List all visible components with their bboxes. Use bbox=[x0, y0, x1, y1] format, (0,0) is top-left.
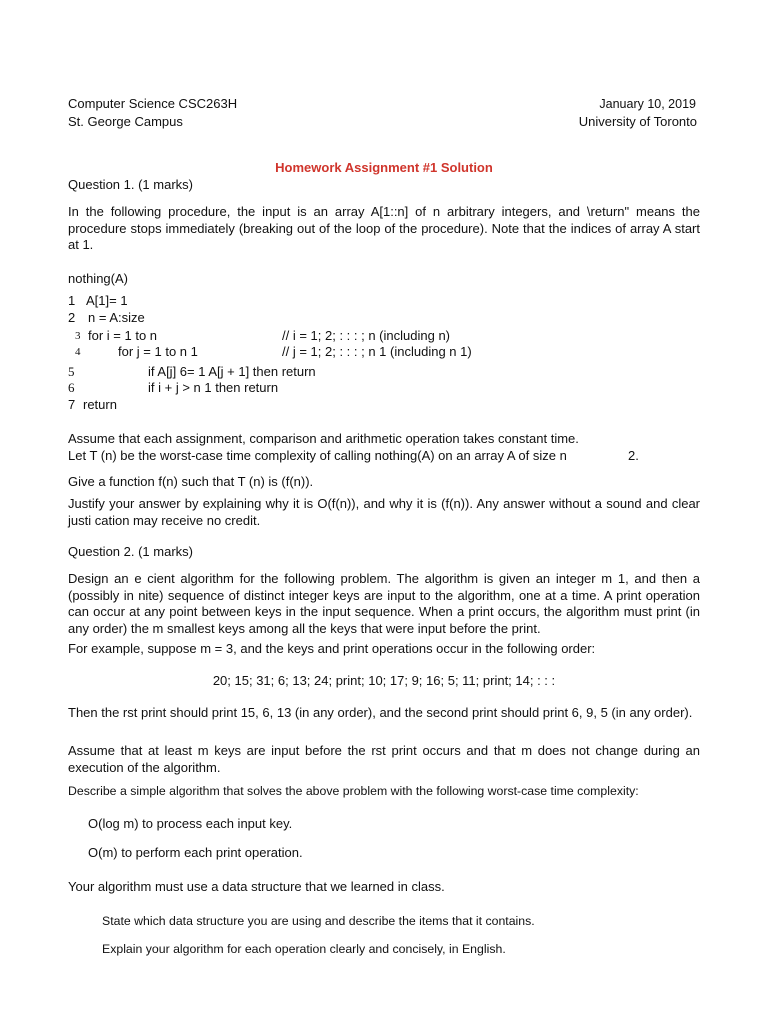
q2-sequence: 20; 15; 31; 6; 13; 24; print; 10; 17; 9; 16; 5; 11; print; 14; : : : bbox=[212, 673, 556, 688]
q2-example-result: Then the rst print should print 15, 6, 13 (in any order), and the second print should print 6, 9, 5 (in any order). bbox=[68, 705, 693, 720]
q2-requirement-key: O(log m) to process each input key. bbox=[88, 816, 293, 831]
q2-task-algorithm: Explain your algorithm for each operation clearly and concisely, in English. bbox=[102, 942, 506, 956]
q2-describe: Describe a simple algorithm that solves the above problem with the following worst-case time complexity: bbox=[68, 784, 639, 798]
q1-justification: Justify your answer by explaining why it is O(f(n)), and why it is (f(n)). Any answer without a sound and clear justi cation may receive no credit. bbox=[68, 496, 700, 528]
q2-task-structure: State which data structure you are using and describe the items that it contains. bbox=[102, 914, 535, 928]
line-number: 4 bbox=[75, 346, 81, 358]
university-name: University of Toronto bbox=[578, 114, 697, 129]
code-line: A[1]= 1 bbox=[86, 293, 128, 308]
code-line: if A[j] 6= 1 A[j + 1] then return bbox=[148, 364, 316, 379]
line-number: 2 bbox=[68, 310, 76, 325]
code-line: for i = 1 to n bbox=[88, 328, 158, 343]
code-comment: // j = 1; 2; : : : ; n 1 (including n 1) bbox=[282, 344, 472, 359]
line-number: 1 bbox=[68, 293, 76, 308]
q1-task: Give a function f(n) such that T (n) is (f(n)). bbox=[68, 474, 314, 489]
q1-definition: Let T (n) be the worst-case time complexity of calling nothing(A) on an array A of size n bbox=[68, 448, 567, 463]
code-line: n = A:size bbox=[88, 310, 145, 325]
campus-name: St. George Campus bbox=[68, 114, 183, 129]
code-line: for j = 1 to n 1 bbox=[118, 344, 198, 359]
q1-definition-end: 2. bbox=[628, 448, 639, 463]
page-title: Homework Assignment #1 Solution bbox=[275, 160, 493, 175]
q2-heading: Question 2. (1 marks) bbox=[68, 544, 193, 559]
q2-requirement-print: O(m) to perform each print operation. bbox=[88, 845, 303, 860]
q2-example-intro: For example, suppose m = 3, and the keys and print operations occur in the following order: bbox=[68, 641, 596, 656]
q2-description: Design an e cient algorithm for the following problem. The algorithm is given an integer m 1, and then a (possibly in nite) sequence of distinct integer keys are input to the algorithm, one at a time. A print operation can occur at any point between keys in the input sequence. When a print occurs, the algorithm must print (in any order) the m smallest keys among all the keys that were input before the print. bbox=[68, 571, 700, 636]
q2-assumption: Assume that at least m keys are input before the rst print occurs and that m does not change during an execution of the algorithm. bbox=[68, 743, 700, 775]
procedure-name: nothing(A) bbox=[68, 271, 128, 286]
line-number: 6 bbox=[68, 380, 75, 395]
q1-assumption: Assume that each assignment, comparison and arithmetic operation takes constant time. bbox=[68, 431, 579, 446]
code-line: if i + j > n 1 then return bbox=[148, 380, 279, 395]
date: January 10, 2019 bbox=[599, 97, 696, 111]
q2-constraint: Your algorithm must use a data structure that we learned in class. bbox=[68, 879, 445, 894]
line-number: 7 bbox=[68, 397, 76, 412]
code-line: return bbox=[83, 397, 117, 412]
q1-heading: Question 1. (1 marks) bbox=[68, 177, 193, 192]
course-name: Computer Science CSC263H bbox=[68, 96, 238, 111]
q1-intro: In the following procedure, the input is an array A[1::n] of n arbitrary integers, and \return" means the procedure stops immediately (breaking out of the loop of the procedure). Note that the indices of array A start at 1. bbox=[68, 204, 700, 252]
code-comment: // i = 1; 2; : : : ; n (including n) bbox=[282, 328, 450, 343]
line-number: 3 bbox=[75, 330, 81, 342]
line-number: 5 bbox=[68, 364, 75, 379]
